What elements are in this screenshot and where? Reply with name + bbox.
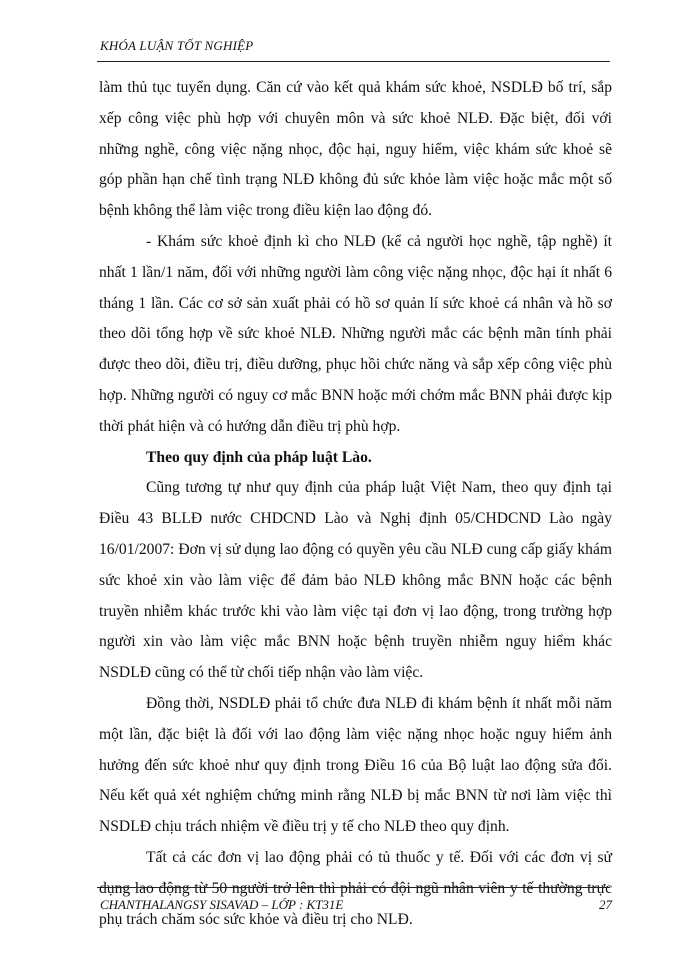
header-divider	[97, 61, 610, 62]
section-heading: Theo quy định của pháp luật Lào.	[146, 448, 372, 466]
page-number: 27	[599, 897, 612, 912]
body-paragraph: Tất cả các đơn vị lao động phải có tủ thuốc y tế. Đối với các đơn vị sử dụng lao động từ 50 người trở lên thì phải có đội ngũ nhân viên y tế thường trực phụ trách chăm sóc sức khỏe và điều trị cho NLĐ.	[99, 848, 612, 928]
body-paragraph: Cũng tương tự như quy định của pháp luật Việt Nam, theo quy định tại Điều 43 BLLĐ nước CHDCND Lào và Nghị định 05/CHDCND Lào ngày 16/01/2007: Đơn vị sử dụng lao động có quyền yêu cầu NLĐ cung cấp giấy khám sức khoẻ xin vào làm việc để đảm bảo NLĐ không mắc BNN hoặc các bệnh truyền nhiễm khác trước khi vào làm việc tại đơn vị lao động, trong trường hợp người xin vào làm việc mắc BNN hoặc bệnh truyền nhiễm nguy hiểm khác NSDLĐ cũng có thể từ chối tiếp nhận vào làm việc.	[99, 479, 612, 682]
body-paragraph: Đồng thời, NSDLĐ phải tổ chức đưa NLĐ đi khám bệnh ít nhất mỗi năm một lần, đặc biệt là đối với lao động làm việc nặng nhọc hoặc nguy hiểm ảnh hưởng đến sức khoẻ như quy định trong Điều 16 của Bộ luật lao động sửa đổi. Nếu kết quả xét nghiệm chứng minh rằng NLĐ bị mắc BNN từ nơi làm việc thì NSDLĐ chịu trách nhiệm về điều trị y tế cho NLĐ theo quy định.	[99, 694, 612, 836]
footer-author: CHANTHALANGSY SISAVAD – LỚP : KT31E	[100, 897, 344, 912]
document-body	[99, 73, 612, 935]
body-paragraph: làm thủ tục tuyển dụng. Căn cứ vào kết quả khám sức khoẻ, NSDLĐ bố trí, sắp xếp công việc phù hợp với chuyên môn và sức khoẻ NLĐ. Đặc biệt, đối với những nghề, công việc nặng nhọc, độc hại, nguy hiểm, việc khám sức khoẻ sẽ góp phần hạn chế tình trạng NLĐ không đủ sức khỏe làm việc hoặc mắc một số bệnh không thể làm việc trong điều kiện lao động đó.	[99, 79, 612, 220]
footer-divider	[97, 887, 610, 888]
page-header-title: KHÓA LUẬN TỐT NGHIỆP	[100, 38, 254, 53]
body-paragraph: - Khám sức khoẻ định kì cho NLĐ (kể cả người học nghề, tập nghề) ít nhất 1 lần/1 năm, đối với những người làm công việc nặng nhọc, độc hại ít nhất 6 tháng 1 lần. Các cơ sở sản xuất phải có hồ sơ quản lí sức khoẻ cá nhân và hồ sơ theo dõi tổng hợp về sức khoẻ NLĐ. Những người mắc các bệnh mãn tính phải được theo dõi, điều trị, điều dưỡng, phục hồi chức năng và sắp xếp công việc phù hợp. Những người có nguy cơ mắc BNN hoặc mới chớm mắc BNN phải được kịp thời phát hiện và có hướng dẫn điều trị phù hợp.	[99, 232, 612, 435]
